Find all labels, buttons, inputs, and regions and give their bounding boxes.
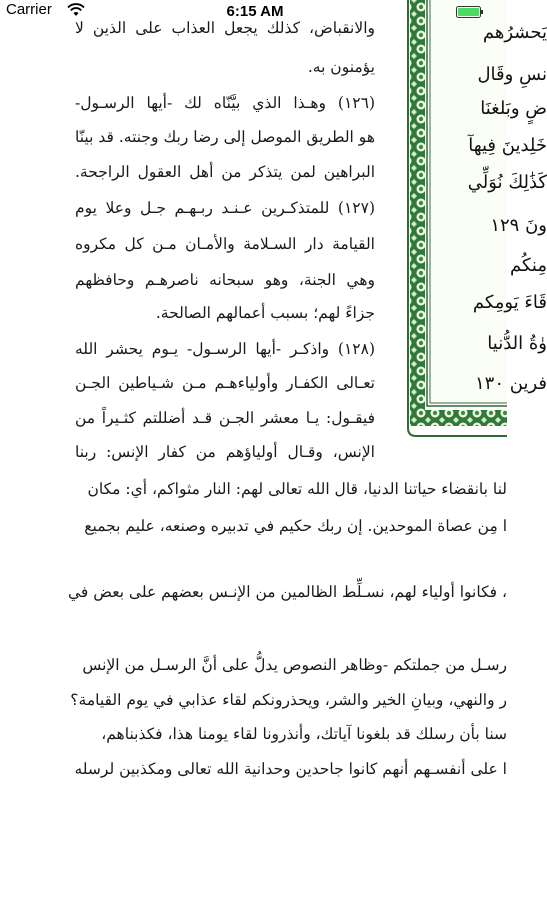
tafsir-line: القيامة دار السـلامة والأمـان مـن كل مكروه xyxy=(75,235,375,253)
wifi-icon xyxy=(67,3,85,17)
tafsir-line: لنا بانقضاء حياتنا الدنيا، قال الله تعالى لهم: النار مثواكم، أي: مكان xyxy=(87,480,507,498)
tafsir-line: ا مِن عصاة الموحدين. إن ربك حكيم في تدبيره وصنعه، عليم بجميع xyxy=(84,517,507,535)
tafsir-line: رسـل من جملتكم -وظاهر النصوص يدلُّ على أنَّ الرسـل من الإنس xyxy=(82,656,507,674)
mushaf-line: ونَ ١٢٩ xyxy=(490,215,547,236)
mushaf-line: يَحشرُهم xyxy=(482,22,547,43)
tafsir-line: ر والنهي، وبيانِ الخير والشر، ويحذرونكم لقاء عذابي في يوم القيامة؟ xyxy=(70,691,507,709)
mushaf-line: نسِ وقَال xyxy=(477,64,547,85)
mushaf-line: وٰةُ الدُّنيا xyxy=(487,333,547,354)
tafsir-line: ، فكانوا أولياء لهم، نسـلِّط الظالمين من الإنـس بعضهم على بعض في xyxy=(67,583,507,601)
mushaf-line: قَاءَ يَومِكم xyxy=(472,292,547,313)
tafsir-line: (١٢٨) واذكـر -أيها الرسـول- يـوم يحشر الله xyxy=(75,340,375,358)
tafsir-line: الإنس، وقـال أولياؤهم من كفار الإنس: ربنا xyxy=(75,443,375,461)
tafsir-line: (١٢٧) للمتذكـرين عـنـد ربـهـم جـل وعلا يوم xyxy=(75,199,375,217)
tafsir-line: تعـالى الكفـار وأولياءهـم مـن شـياطين الجـن xyxy=(75,374,375,392)
mushaf-line: ضٍ وبَلغنَا xyxy=(480,98,547,119)
status-bar xyxy=(0,0,507,20)
battery-icon xyxy=(456,6,484,18)
mushaf-text xyxy=(430,0,547,400)
mushaf-line: فرين ١٣٠ xyxy=(475,373,547,394)
carrier-label: Carrier xyxy=(6,1,52,18)
tafsir-line: وهي الجنة، وهو سبحانه ناصرهـم وحافظهم xyxy=(75,271,375,289)
mushaf-line: خَلِدينَ فِيهآ xyxy=(468,135,547,156)
tafsir-line: فيقـول: يـا معشر الجـن قـد أضللتم كثـيراً من xyxy=(75,409,375,427)
tafsir-line: جزاءً لهم؛ بسبب أعمالهم الصالحة. xyxy=(155,304,375,322)
tafsir-line: البراهين لمن يتذكر من أهل العقول الراجحة. xyxy=(75,163,375,181)
tafsir-line: سنا بأن رسلك قد بلغونا آياتك، وأنذرونا لقاء يومنا هذا، فكذبناهم، xyxy=(101,725,507,743)
tafsir-line: والانقباض، كذلك يجعل العذاب على الذين لا xyxy=(75,19,375,37)
tafsir-line: هو الطريق الموصل إلى رضا ربك وجنته. قد بينّا xyxy=(75,128,375,146)
tafsir-line: (١٢٦) وهـذا الذي بيَّنّاه لك -أيها الرسـول- xyxy=(75,94,375,112)
tafsir-line: ا على أنفسـهم أنهم كانوا جاحدين وحدانية الله تعالى ومكذبين لرسله xyxy=(74,760,507,778)
tafsir-line: يؤمنون به. xyxy=(307,58,375,76)
mushaf-line: مِنكُم xyxy=(510,255,547,276)
clock: 6:15 AM xyxy=(226,3,284,20)
mushaf-line: كَذَٰلِكَ نُوَلِّي xyxy=(467,172,547,193)
